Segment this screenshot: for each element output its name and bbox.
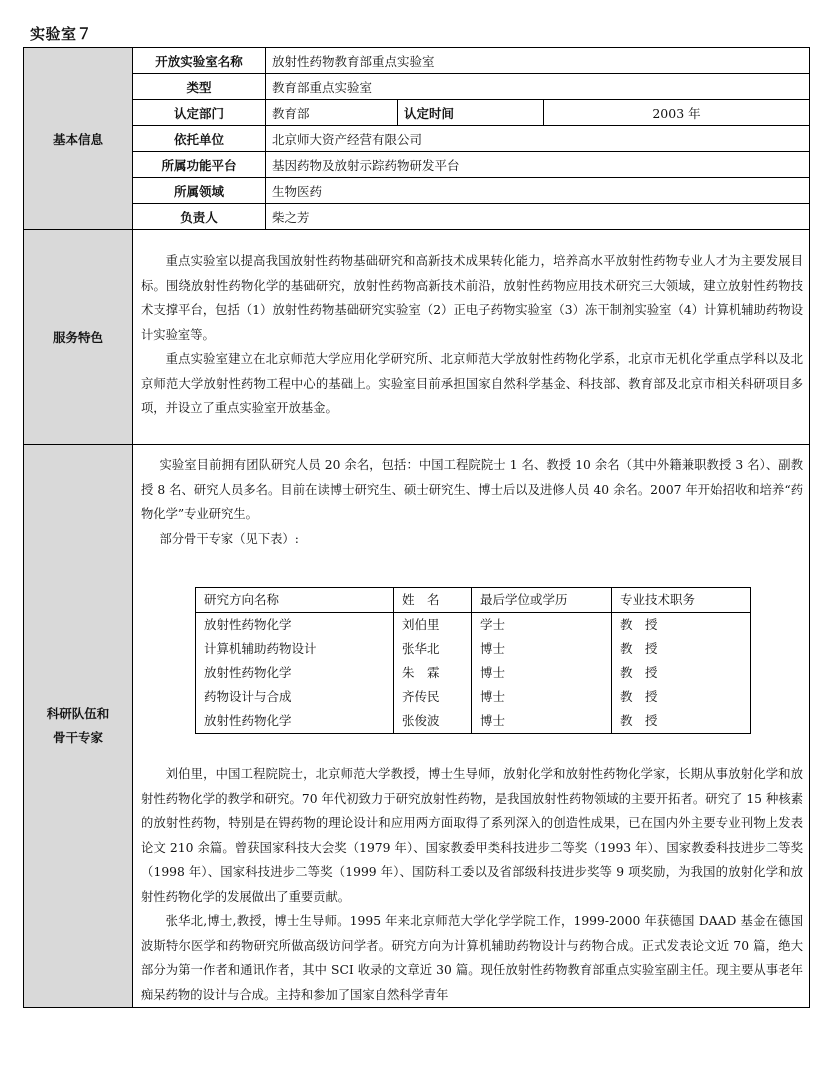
table-row bbox=[196, 661, 751, 685]
cell-degree: 博士 bbox=[472, 709, 612, 734]
cell-name: 刘伯里 bbox=[394, 613, 472, 638]
service-paragraph-2: 重点实验室建立在北京师范大学应用化学研究所、北京师范大学放射性药物化学系，北京市无机化学重点学科以及北京师范大学放射性药物工程中心的基础上。实验室目前承担国家自然科学基金、科技部、教育部及北京市相关科研项目多项，并设立了重点实验室开放基金。 bbox=[141, 352, 804, 416]
dept-label: 认定部门 bbox=[133, 100, 266, 126]
team-section-label-line2: 骨干专家 bbox=[52, 730, 103, 745]
cell-direction: 计算机辅助药物设计 bbox=[196, 637, 394, 661]
leader-value: 柴之芳 bbox=[266, 204, 810, 230]
page-title: 实验室７ bbox=[30, 25, 93, 43]
platform-value: 基因药物及放射示踪药物研发平台 bbox=[266, 152, 810, 178]
cell-title: 教 授 bbox=[612, 709, 751, 734]
time-value: 2003 年 bbox=[544, 100, 810, 126]
platform-label: 所属功能平台 bbox=[133, 152, 266, 178]
header-name: 姓 名 bbox=[394, 588, 472, 613]
cell-name: 朱 霖 bbox=[394, 661, 472, 685]
unit-label: 依托单位 bbox=[133, 126, 266, 152]
table-row bbox=[196, 613, 751, 638]
cell-title: 教 授 bbox=[612, 613, 751, 638]
cell-degree: 学士 bbox=[472, 613, 612, 638]
team-intro: 实验室目前拥有团队研究人员 20 余名，包括：中国工程院院士 1 名、教授 10 余名（其中外籍兼职教授 3 名）、副教授 8 名、研究人员多名。目前在读博士研究生、硕士研究生、博士后以及进修人员 40 余名。2007 年开始招收和培养“药物化学”专业研究生。 bbox=[141, 458, 804, 521]
dept-value: 教育部 bbox=[266, 100, 398, 126]
service-section-label: 服务特色 bbox=[24, 230, 133, 445]
experts-intro: 部分骨干专家（见下表）: bbox=[159, 531, 299, 546]
type-label: 类型 bbox=[133, 74, 266, 100]
bio-liu-boli: 刘伯里，中国工程院院士，北京师范大学教授，博士生导师，放射化学和放射性药物化学家，长期从事放射化学和放射性药物化学的教学和研究。70 年代初致力于研究放射性药物，是我国放射性药物领域的主要开拓者。研究了 15 种核素的放射性药物，特别是在锝药物的理论设计和应用两方面取得了系列深入的创造性成果，已在国内外主要专业刊物上发表论文 210 余篇。曾获国家科技大会奖（1979 年）、国家教委甲类科技进步二等奖（1993 年）、国家教委科技进步二等奖（1998 年）、国家科技进步二等奖（1999 年）、国防科工委以及省部级科技进步奖等 9 项奖励，为我国的放射化学和放射性药物化学的发展做出了重要贡献。 bbox=[141, 767, 804, 904]
unit-value: 北京师大资产经营有限公司 bbox=[266, 126, 810, 152]
cell-title: 教 授 bbox=[612, 685, 751, 709]
team-section-label-line1: 科研队伍和 bbox=[46, 706, 110, 721]
header-direction: 研究方向名称 bbox=[196, 588, 394, 613]
experts-table bbox=[195, 587, 751, 734]
type-value: 教育部重点实验室 bbox=[266, 74, 810, 100]
cell-degree: 博士 bbox=[472, 685, 612, 709]
cell-name: 张俊波 bbox=[394, 709, 472, 734]
cell-name: 齐传民 bbox=[394, 685, 472, 709]
table-row bbox=[196, 685, 751, 709]
header-degree: 最后学位或学历 bbox=[472, 588, 612, 613]
field-value: 生物医药 bbox=[266, 178, 810, 204]
bio-zhang-huabei: 张华北,博士,教授，博士生导师。1995 年来北京师范大学化学学院工作，1999-2000 年获德国 DAAD 基金在德国波斯特尔医学和药物研究所做高级访问学者。研究方向为计算机辅助药物设计与药物合成。正式发表论文近 70 篇，绝大部分为第一作者和通讯作者，其中 SCI 收录的文章近 30 篇。现任放射性药物教育部重点实验室副主任。现主要从事老年痴呆药物的设计与合成。主持和参加了国家自然科学青年 bbox=[141, 914, 804, 1002]
cell-direction: 药物设计与合成 bbox=[196, 685, 394, 709]
cell-title: 教 授 bbox=[612, 637, 751, 661]
lab-name-value: 放射性药物教育部重点实验室 bbox=[266, 48, 810, 74]
basic-info-section-label: 基本信息 bbox=[24, 48, 133, 230]
service-paragraph-1: 重点实验室以提高我国放射性药物基础研究和高新技术成果转化能力，培养高水平放射性药物专业人才为主要发展目标。围绕放射性药物化学的基础研究，放射性药物高新技术前沿，放射性药物应用技术研究三大领域，建立放射性药物技术支撑平台，包括（1）放射性药物基础研究实验室（2）正电子药物实验室（3）冻干制剂实验室（4）计算机辅助药物设计实验室等。 bbox=[141, 254, 804, 342]
lab-info-table bbox=[23, 47, 810, 1008]
header-title: 专业技术职务 bbox=[612, 588, 751, 613]
cell-direction: 放射性药物化学 bbox=[196, 613, 394, 638]
field-label: 所属领域 bbox=[133, 178, 266, 204]
team-section-label bbox=[24, 445, 133, 1008]
cell-degree: 博士 bbox=[472, 661, 612, 685]
cell-name: 张华北 bbox=[394, 637, 472, 661]
table-row bbox=[196, 709, 751, 734]
lab-name-label: 开放实验室名称 bbox=[133, 48, 266, 74]
time-label: 认定时间 bbox=[398, 100, 544, 126]
cell-degree: 博士 bbox=[472, 637, 612, 661]
table-row bbox=[196, 637, 751, 661]
leader-label: 负责人 bbox=[133, 204, 266, 230]
cell-direction: 放射性药物化学 bbox=[196, 709, 394, 734]
cell-title: 教 授 bbox=[612, 661, 751, 685]
cell-direction: 放射性药物化学 bbox=[196, 661, 394, 685]
experts-table-header bbox=[196, 588, 751, 613]
